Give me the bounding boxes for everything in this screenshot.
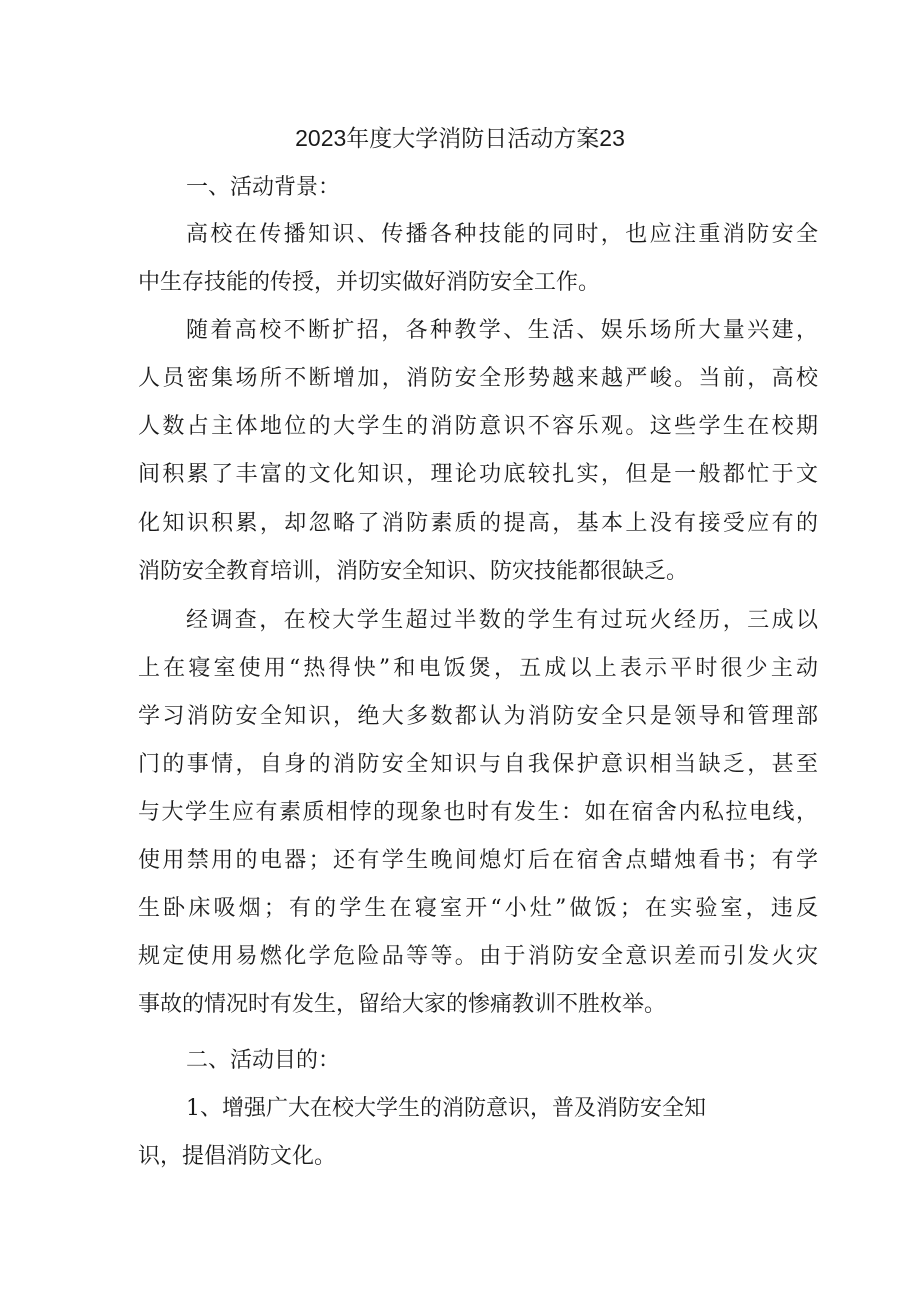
paragraph-line: 中生存技能的传授，并切实做好消防安全工作。 [138, 270, 601, 295]
section-heading-purpose: 二、活动目的： [186, 1048, 341, 1073]
paragraph-line: 识，提倡消防文化。 [138, 1144, 337, 1169]
paragraph-line: 上在寝室使用“热得快”和电饭煲，五成以上表示平时很少主动 [138, 656, 818, 681]
paragraph-line: 使用禁用的电器；还有学生晚间熄灯后在宿舍点蜡烛看书；有学 [138, 848, 818, 873]
paragraph-line: 消防安全教育培训，消防安全知识、防灾技能都很缺乏。 [138, 559, 689, 584]
document-title: 2023年度大学消防日活动方案23 [295, 125, 625, 151]
paragraph-line: 1、增强广大在校大学生的消防意识，普及消防安全知 [186, 1096, 706, 1121]
paragraph-line: 人员密集场所不断增加，消防安全形势越来越严峻。当前，高校 [138, 366, 818, 391]
paragraph-line: 与大学生应有素质相悖的现象也时有发生：如在宿舍内私拉电线， [138, 800, 818, 825]
paragraph-line: 生卧床吸烟；有的学生在寝室开“小灶”做饭；在实验室，违反 [138, 896, 818, 921]
paragraph-line: 化知识积累，却忽略了消防素质的提高，基本上没有接受应有的 [138, 511, 818, 536]
paragraph-line: 经调查，在校大学生超过半数的学生有过玩火经历，三成以 [186, 608, 818, 633]
section-heading-background: 一、活动背景： [186, 175, 341, 200]
paragraph-line: 规定使用易燃化学危险品等等。由于消防安全意识差而引发火灾 [138, 944, 818, 969]
paragraph-line: 高校在传播知识、传播各种技能的同时，也应注重消防安全 [186, 222, 818, 247]
paragraph-line: 人数占主体地位的大学生的消防意识不容乐观。这些学生在校期 [138, 414, 818, 439]
paragraph-line: 随着高校不断扩招，各种教学、生活、娱乐场所大量兴建， [186, 318, 818, 343]
paragraph-line: 事故的情况时有发生，留给大家的惨痛教训不胜枚举。 [138, 992, 667, 1017]
paragraph-line: 门的事情，自身的消防安全知识与自我保护意识相当缺乏，甚至 [138, 752, 818, 777]
paragraph-line: 间积累了丰富的文化知识，理论功底较扎实，但是一般都忙于文 [138, 462, 818, 487]
paragraph-line: 学习消防安全知识，绝大多数都认为消防安全只是领导和管理部 [138, 704, 818, 729]
